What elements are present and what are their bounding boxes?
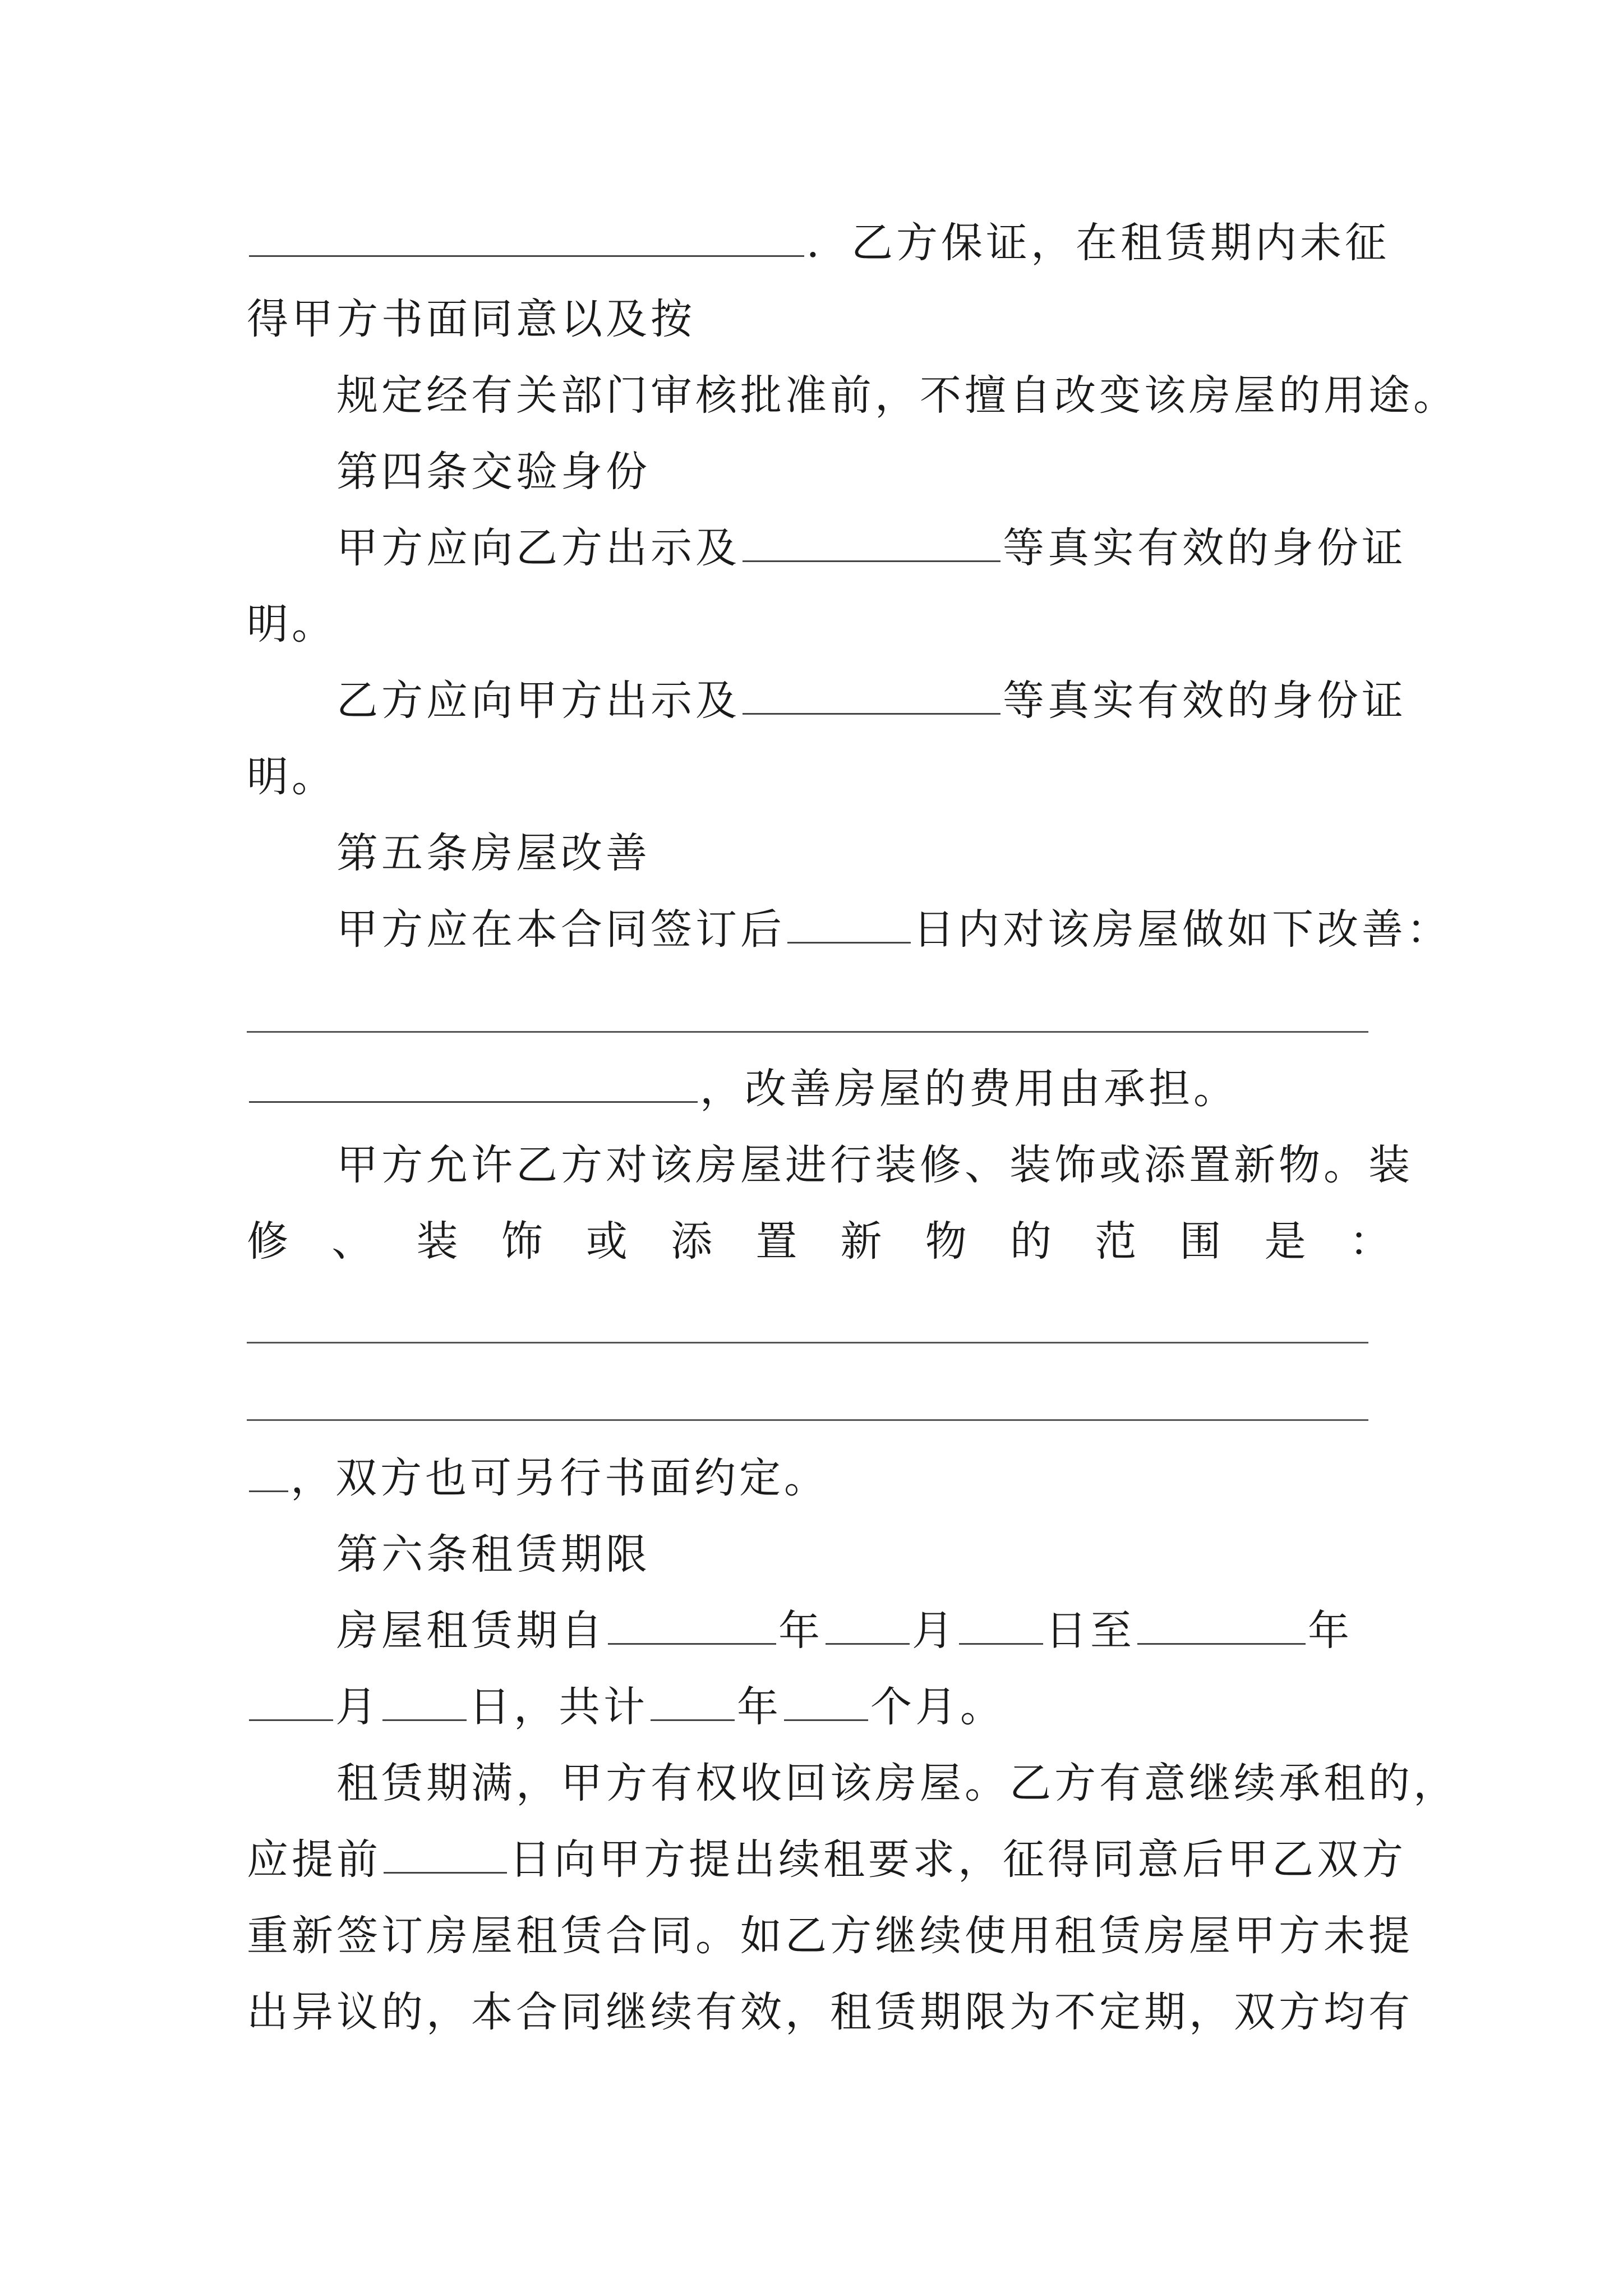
justified-char: 新 <box>840 1217 882 1266</box>
text: 重新签订房屋租赁合同。如乙方继续使用租赁房屋甲方未提 <box>247 1912 1413 1960</box>
text: 日内对该房屋做如下改善： <box>913 905 1451 954</box>
text: 日，共计 <box>469 1683 648 1731</box>
text: 甲方允许乙方对该房屋进行装修、装饰或添置新物。装 <box>336 1141 1413 1189</box>
fill-blank <box>249 1060 698 1103</box>
text-line-3 <box>336 357 1458 434</box>
justified-char: 是 <box>1264 1217 1306 1266</box>
justified-char: 置 <box>755 1217 797 1266</box>
text: 年 <box>1308 1607 1353 1655</box>
text: ．乙方保证，在租赁期内未征 <box>806 219 1390 267</box>
fill-blank <box>382 1678 467 1721</box>
text: 规定经有关部门审核批准前，不擅自改变该房屋的用途。 <box>336 371 1458 420</box>
text: 乙方应向甲方出示及 <box>336 677 740 725</box>
text: 年 <box>737 1683 782 1731</box>
justified-text <box>247 1203 1391 1280</box>
text: 甲方应在本合同签订后 <box>336 905 785 954</box>
fill-blank <box>249 1678 333 1721</box>
justified-char: 或 <box>585 1217 628 1266</box>
justified-char: ： <box>1349 1217 1391 1266</box>
fill-blank <box>787 900 911 944</box>
justified-char: 装 <box>416 1217 458 1266</box>
fill-blank <box>1137 1602 1306 1645</box>
text-line-23 <box>247 1898 1413 1974</box>
text-line-13 <box>336 1127 1413 1203</box>
fill-blank <box>651 1678 735 1721</box>
text: 得甲方书面同意以及按 <box>247 295 695 343</box>
justified-char: 添 <box>671 1217 713 1266</box>
fill-blank <box>608 1602 776 1645</box>
fill-line <box>247 1342 1368 1343</box>
text: 明。 <box>247 753 336 801</box>
text: ，改善房屋的费用由承担。 <box>700 1065 1238 1113</box>
article-4-heading <box>336 434 1391 510</box>
text: 年 <box>778 1607 823 1655</box>
text-line-20 <box>247 1669 1391 1745</box>
text-line-17 <box>247 1440 1391 1516</box>
text-line-21 <box>336 1745 1458 1821</box>
text: 等真实有效的身份证 <box>1003 524 1407 572</box>
justified-char: 饰 <box>501 1217 543 1266</box>
text-line-1 <box>247 205 1391 281</box>
text-line-19 <box>336 1593 1391 1669</box>
fill-blank <box>743 519 1000 562</box>
fill-blank <box>384 1830 507 1874</box>
text: 出异议的，本合同继续有效，租赁期限为不定期，双方均有 <box>247 1988 1413 2036</box>
fill-line <box>247 1031 1368 1033</box>
text: 日至 <box>1045 1607 1135 1655</box>
article-5-heading <box>336 815 1391 891</box>
fill-blank <box>743 671 1000 715</box>
justified-char: 范 <box>1095 1217 1137 1266</box>
text-line-10 <box>336 891 1451 968</box>
text-line-22 <box>247 1821 1407 1898</box>
justified-char: 的 <box>1009 1217 1052 1266</box>
fill-blank <box>249 214 804 257</box>
text-line-14 <box>247 1203 1391 1280</box>
fill-blank <box>784 1678 868 1721</box>
text-line-2 <box>247 281 1391 357</box>
justified-char: 、 <box>331 1217 374 1266</box>
fill-line <box>247 1419 1368 1421</box>
text-line-24 <box>247 1974 1413 2050</box>
fill-blank <box>249 1449 288 1492</box>
text: 明。 <box>247 600 336 648</box>
heading-text: 第五条房屋改善 <box>336 829 651 877</box>
fill-blank <box>959 1602 1043 1645</box>
text: 个月。 <box>870 1683 1005 1731</box>
justified-char: 物 <box>925 1217 967 1266</box>
text: 日向甲方提出续租要求，征得同意后甲乙双方 <box>509 1835 1407 1884</box>
heading-text: 第六条租赁期限 <box>336 1530 651 1579</box>
text: 等真实有效的身份证 <box>1003 677 1407 725</box>
text: 租赁期满，甲方有权收回该房屋。乙方有意继续承租的， <box>336 1759 1458 1807</box>
text-line-5 <box>336 510 1407 586</box>
text: ，双方也可另行书面约定。 <box>291 1454 829 1502</box>
text-line-8 <box>247 739 1391 815</box>
text-line-12 <box>247 1051 1391 1127</box>
text-line-6 <box>247 586 1391 662</box>
text-line-7 <box>336 662 1407 739</box>
fill-blank <box>826 1602 910 1645</box>
justified-char: 围 <box>1179 1217 1221 1266</box>
text: 月 <box>335 1683 380 1731</box>
heading-text: 第四条交验身份 <box>336 448 651 496</box>
article-6-heading <box>336 1516 1391 1593</box>
text: 月 <box>912 1607 957 1655</box>
text: 应提前 <box>247 1835 381 1884</box>
justified-char: 修 <box>247 1217 288 1266</box>
text: 房屋租赁期自 <box>336 1607 606 1655</box>
text: 甲方应向乙方出示及 <box>336 524 740 572</box>
